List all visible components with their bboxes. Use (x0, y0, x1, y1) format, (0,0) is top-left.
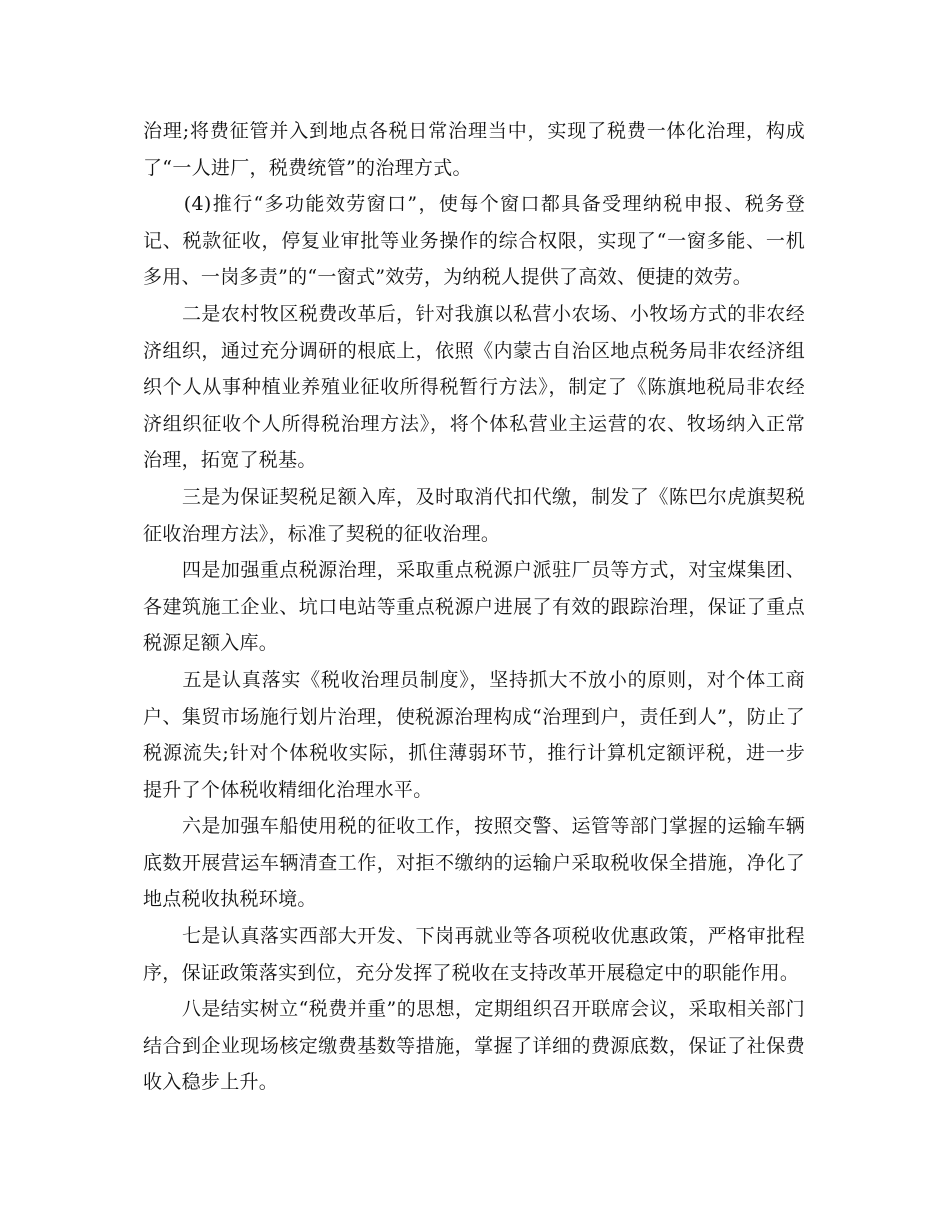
paragraph-point-4: 四是加强重点税源治理，采取重点税源户派驻厂员等方式，对宝煤集团、各建筑施工企业、坑口电站等重点税源户进展了有效的跟踪治理，保证了重点税源足额入库。 (143, 559, 805, 655)
paragraph-point-3: 三是为保证契税足额入库，及时取消代扣代缴，制发了《陈巴尔虎旗契税征收治理方法》，标准了契税的征收治理。 (143, 485, 805, 545)
paragraph-point-6: 六是加强车船使用税的征收工作，按照交警、运管等部门掌握的运输车辆底数开展营运车辆清查工作，对拒不缴纳的运输户采取税收保全措施，净化了地点税收执税环境。 (143, 815, 805, 911)
paragraph-point-5: 五是认真落实《税收治理员制度》，坚持抓大不放小的原则，对个体工商户、集贸市场施行划片治理，使税源治理构成“治理到户，责任到人”，防止了税源流失;针对个体税收实际，抓住薄弱环节，推行计算机定额评税，进一步提升了个体税收精细化治理水平。 (143, 668, 805, 801)
paragraph-point-7: 七是认真落实西部大开发、下岗再就业等各项税收优惠政策，严格审批程序，保证政策落实到位，充分发挥了税收在支持改革开展稳定中的职能作用。 (143, 925, 805, 984)
paragraph-point-2: 二是农村牧区税费改革后，针对我旗以私营小农场、小牧场方式的非农经济组织，通过充分调研的根底上，依照《内蒙古自治区地点税务局非农经济组织个人从事种植业养殖业征收所得税暂行方法》，制定了《陈旗地税局非农经济组织征收个人所得税治理方法》，将个体私营业主运营的农、牧场纳入正常治理，拓宽了税基。 (143, 302, 805, 472)
paragraph-point-8: 八是结实树立“税费并重”的思想，定期组织召开联席会议，采取相关部门结合到企业现场核定缴费基数等措施，掌握了详细的费源底数，保证了社保费收入稳步上升。 (143, 998, 805, 1094)
document-body (143, 113, 805, 1101)
paragraph-item-4: (4)推行“多功能效劳窗口”，使每个窗口都具备受理纳税申报、税务登记、税款征收，停复业审批等业务操作的综合权限，实现了“一窗多能、一机多用、一岗多责”的“一窗式”效劳，为纳税人提供了高效、便捷的效劳。 (143, 193, 805, 289)
paragraph-continuation: 治理;将费征管并入到地点各税日常治理当中，实现了税费一体化治理，构成了“一人进厂，税费统管”的治理方式。 (143, 120, 805, 179)
